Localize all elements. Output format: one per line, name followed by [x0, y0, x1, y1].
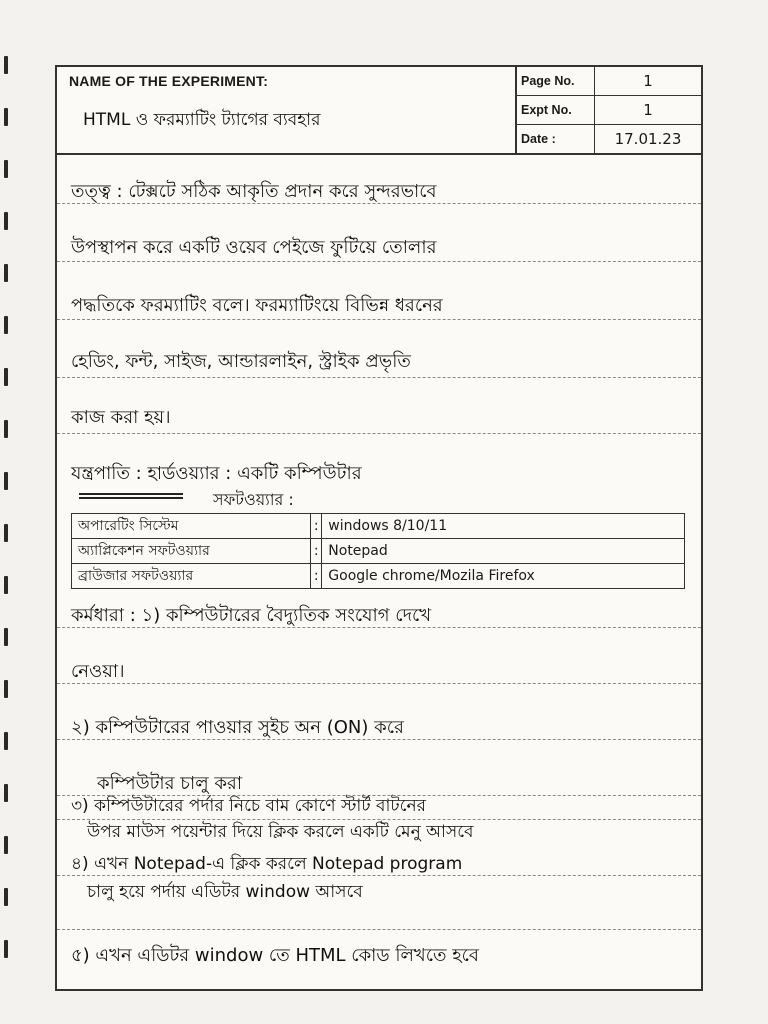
software-table: [71, 513, 685, 589]
theory-line-5: কাজ করা হয়।: [71, 407, 171, 428]
software-value: windows 8/10/11: [322, 514, 685, 539]
software-value: Google chrome/Mozila Firefox: [322, 564, 685, 589]
expt-no-row: [515, 96, 701, 125]
equipment-underline: [79, 493, 183, 495]
expt-no-value: 1: [643, 101, 653, 119]
date-row: [515, 125, 701, 153]
procedure-line-3: ২) কম্পিউটারের পাওয়ার সুইচ অন (ON) করে: [71, 717, 404, 738]
date-value: 17.01.23: [614, 130, 682, 148]
equipment-line: যন্ত্রপাতি : হার্ডওয়্যার : একটি কম্পিউটার: [71, 463, 362, 484]
theory-line-3: পদ্ধতিকে ফরম্যাটিং বলে। ফরম্যাটিংয়ে বিভিন্ন ধরনের: [71, 295, 443, 316]
page-no-row: [515, 67, 701, 96]
procedure-line-6: উপর মাউস পয়েন্টার দিয়ে ক্লিক করলে একটি মেনু আসবে: [87, 822, 474, 842]
software-name: অপারেটিং সিস্টেম: [72, 514, 311, 539]
binding-holes: [0, 0, 16, 1024]
table-row: [72, 539, 685, 564]
procedure-line-2: নেওয়া।: [71, 661, 125, 682]
experiment-title: HTML ও ফরম্যাটিং ট্যাগের ব্যবহার: [83, 110, 321, 130]
lab-sheet: [55, 65, 703, 991]
page-no-value: 1: [643, 72, 653, 90]
software-value: Notepad: [322, 539, 685, 564]
theory-line-4: হেডিং, ফন্ট, সাইজ, আন্ডারলাইন, স্ট্রাইক প্রভৃতি: [71, 351, 411, 372]
software-sep: :: [311, 514, 322, 539]
theory-line-2: উপস্থাপন করে একটি ওয়েব পেইজে ফুটিয়ে তোলার: [71, 237, 437, 258]
date-label: Date :: [515, 125, 595, 153]
software-name: ব্রাউজার সফটওয়্যার: [72, 564, 311, 589]
software-sep: :: [311, 564, 322, 589]
table-row: [72, 514, 685, 539]
page-no-label: Page No.: [515, 67, 595, 95]
procedure-line-4: কম্পিউটার চালু করা: [97, 773, 243, 794]
software-name: অ্যাপ্লিকেশন সফটওয়্যার: [72, 539, 311, 564]
procedure-line-8: চালু হয়ে পর্দায় এডিটর window আসবে: [87, 882, 363, 902]
software-heading: সফটওয়্যার :: [213, 490, 294, 509]
experiment-label: NAME OF THE EXPERIMENT:: [69, 73, 269, 89]
table-row: [72, 564, 685, 589]
procedure-line-7: ৪) এখন Notepad-এ ক্লিক করলে Notepad program: [71, 854, 463, 874]
procedure-line-1: কর্মধারা : ১) কম্পিউটারের বৈদ্যুতিক সংযোগ দেখে: [71, 605, 432, 626]
procedure-line-9: ৫) এখন এডিটর window তে HTML কোড লিখতে হবে: [71, 945, 479, 966]
experiment-name-box: [57, 67, 517, 153]
procedure-line-5: ৩) কম্পিউটারের পর্দার নিচে বাম কোণে স্টার্ট বাটনের: [71, 796, 426, 816]
theory-line-1: তত্ত্ব : টেক্সটে সঠিক আকৃতি প্রদান করে সুন্দরভাবে: [71, 181, 437, 202]
sheet-header: [57, 67, 701, 155]
software-sep: :: [311, 539, 322, 564]
expt-no-label: Expt No.: [515, 96, 595, 124]
